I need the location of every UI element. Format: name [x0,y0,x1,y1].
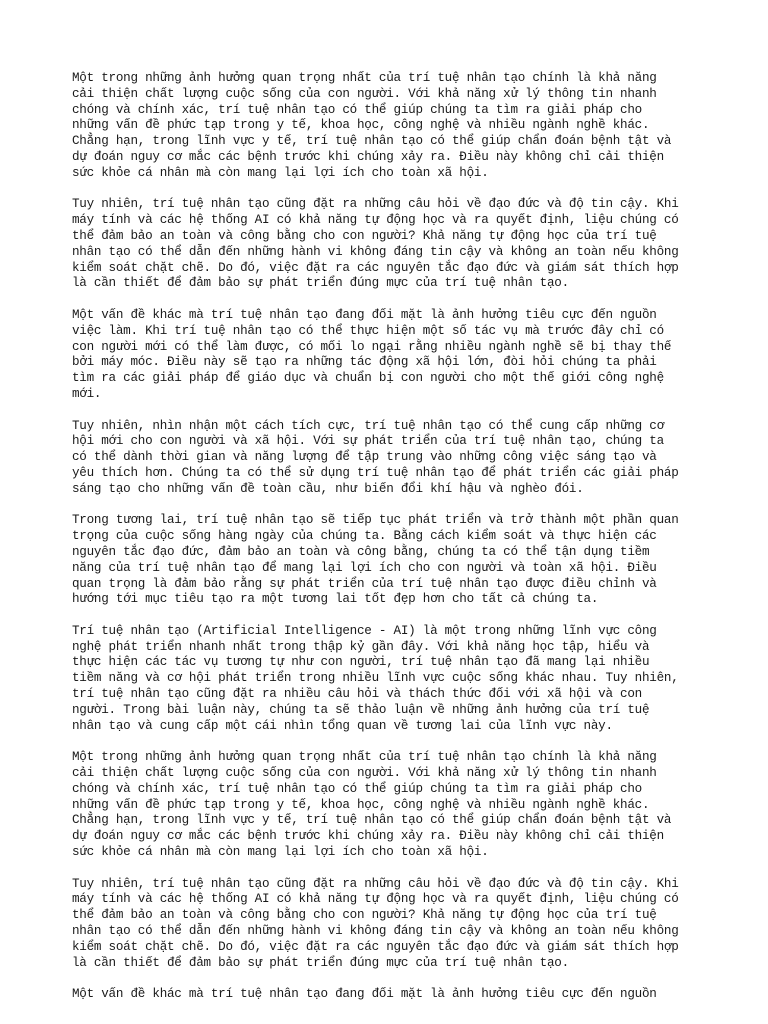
document-page [72,71,712,1019]
paragraph-8: Tuy nhiên, trí tuệ nhân tạo cũng đặt ra những câu hỏi về đạo đức và độ tin cậy. Khi máy tính và các hệ thống AI có khả năng tự động học và ra quyết định, liệu chúng có thể đảm bảo an toàn và công bằng cho con người? Khả năng tự động học của trí tuệ nhân tạo có thể dẫn đến những hành vi không đáng tin cậy và không an toàn nếu không kiểm soát chặt chẽ. Do đó, việc đặt ra các nguyên tắc đạo đức và giám sát thích hợp là cần thiết để đảm bảo sự phát triển đúng mực của trí tuệ nhân tạo. [72,876,679,970]
paragraph-5: Trong tương lai, trí tuệ nhân tạo sẽ tiếp tục phát triển và trở thành một phần quan trọng của cuộc sống hàng ngày của chúng ta. Bằng cách kiểm soát và thực hiện các nguyên tắc đạo đức, đảm bảo an toàn và công bằng, chúng ta có thể tận dụng tiềm năng của trí tuệ nhân tạo để mang lại lợi ích cho con người và toàn xã hội. Điều quan trọng là đảm bảo rằng sự phát triển của trí tuệ nhân tạo được điều chỉnh và hướng tới mục tiêu tạo ra một tương lai tốt đẹp hơn cho tất cả chúng ta. [72,513,679,607]
paragraph-4: Tuy nhiên, nhìn nhận một cách tích cực, trí tuệ nhân tạo có thể cung cấp những cơ hội mới cho con người và xã hội. Với sự phát triển của trí tuệ nhân tạo, chúng ta có thể dành thời gian và năng lượng để tập trung vào những công việc sáng tạo và yêu thích hơn. Chúng ta có thể sử dụng trí tuệ nhân tạo để phát triển các giải pháp sáng tạo cho những vấn đề toàn cầu, như biến đổi khí hậu và nghèo đói. [72,418,679,496]
paragraph-7: Một trong những ảnh hưởng quan trọng nhất của trí tuệ nhân tạo chính là khả năng cải thiện chất lượng cuộc sống của con người. Với khả năng xử lý thông tin nhanh chóng và chính xác, trí tuệ nhân tạo có thể giúp chúng ta tìm ra giải pháp cho những vấn đề phức tạp trong y tế, khoa học, công nghệ và nhiều ngành nghề khác. Chẳng hạn, trong lĩnh vực y tế, trí tuệ nhân tạo có thể giúp chẩn đoán bệnh tật và dự đoán nguy cơ mắc các bệnh trước khi chúng xảy ra. Điều này không chỉ cải thiện sức khỏe cá nhân mà còn mang lại lợi ích cho toàn xã hội. [72,750,672,860]
paragraph-1: Một trong những ảnh hưởng quan trọng nhất của trí tuệ nhân tạo chính là khả năng cải thiện chất lượng cuộc sống của con người. Với khả năng xử lý thông tin nhanh chóng và chính xác, trí tuệ nhân tạo có thể giúp chúng ta tìm ra giải pháp cho những vấn đề phức tạp trong y tế, khoa học, công nghệ và nhiều ngành nghề khác. Chẳng hạn, trong lĩnh vực y tế, trí tuệ nhân tạo có thể giúp chẩn đoán bệnh tật và dự đoán nguy cơ mắc các bệnh trước khi chúng xảy ra. Điều này không chỉ cải thiện sức khỏe cá nhân mà còn mang lại lợi ích cho toàn xã hội. [72,71,672,180]
paragraph-3: Một vấn đề khác mà trí tuệ nhân tạo đang đối mặt là ảnh hưởng tiêu cực đến nguồn việc làm. Khi trí tuệ nhân tạo có thể thực hiện một số tác vụ mà trước đây chỉ có con người mới có thể làm được, có mối lo ngại rằng nhiều ngành nghề sẽ bị thay thế bởi máy móc. Điều này sẽ tạo ra những tác động xã hội lớn, đòi hỏi chúng ta phải tìm ra các giải pháp để giáo dục và chuẩn bị con người cho một thế giới công nghệ mới. [72,307,672,401]
paragraph-6: Trí tuệ nhân tạo (Artificial Intelligence - AI) là một trong những lĩnh vực công nghệ phát triển nhanh nhất trong thập kỷ gần đây. Với khả năng học tập, hiểu và thực hiện các tác vụ tương tự như con người, trí tuệ nhân tạo đã mang lại nhiều tiềm năng và cơ hội phát triển trong nhiều lĩnh vực cuộc sống khác nhau. Tuy nhiên, trí tuệ nhân tạo cũng đặt ra nhiều câu hỏi và thách thức đối với xã hội và con người. Trong bài luận này, chúng ta sẽ thảo luận về những ảnh hưởng của trí tuệ nhân tạo và cung cấp một cái nhìn tổng quan về tương lai của lĩnh vực này. [72,623,679,733]
paragraph-9: Một vấn đề khác mà trí tuệ nhân tạo đang đối mặt là ảnh hưởng tiêu cực đến nguồn [72,987,657,1002]
paragraph-2: Tuy nhiên, trí tuệ nhân tạo cũng đặt ra những câu hỏi về đạo đức và độ tin cậy. Khi máy tính và các hệ thống AI có khả năng tự động học và ra quyết định, liệu chúng có thể đảm bảo an toàn và công bằng cho con người? Khả năng tự động học của trí tuệ nhân tạo có thể dẫn đến những hành vi không đáng tin cậy và không an toàn nếu không kiểm soát chặt chẽ. Do đó, việc đặt ra các nguyên tắc đạo đức và giám sát thích hợp là cần thiết để đảm bảo sự phát triển đúng mực của trí tuệ nhân tạo. [72,197,679,291]
